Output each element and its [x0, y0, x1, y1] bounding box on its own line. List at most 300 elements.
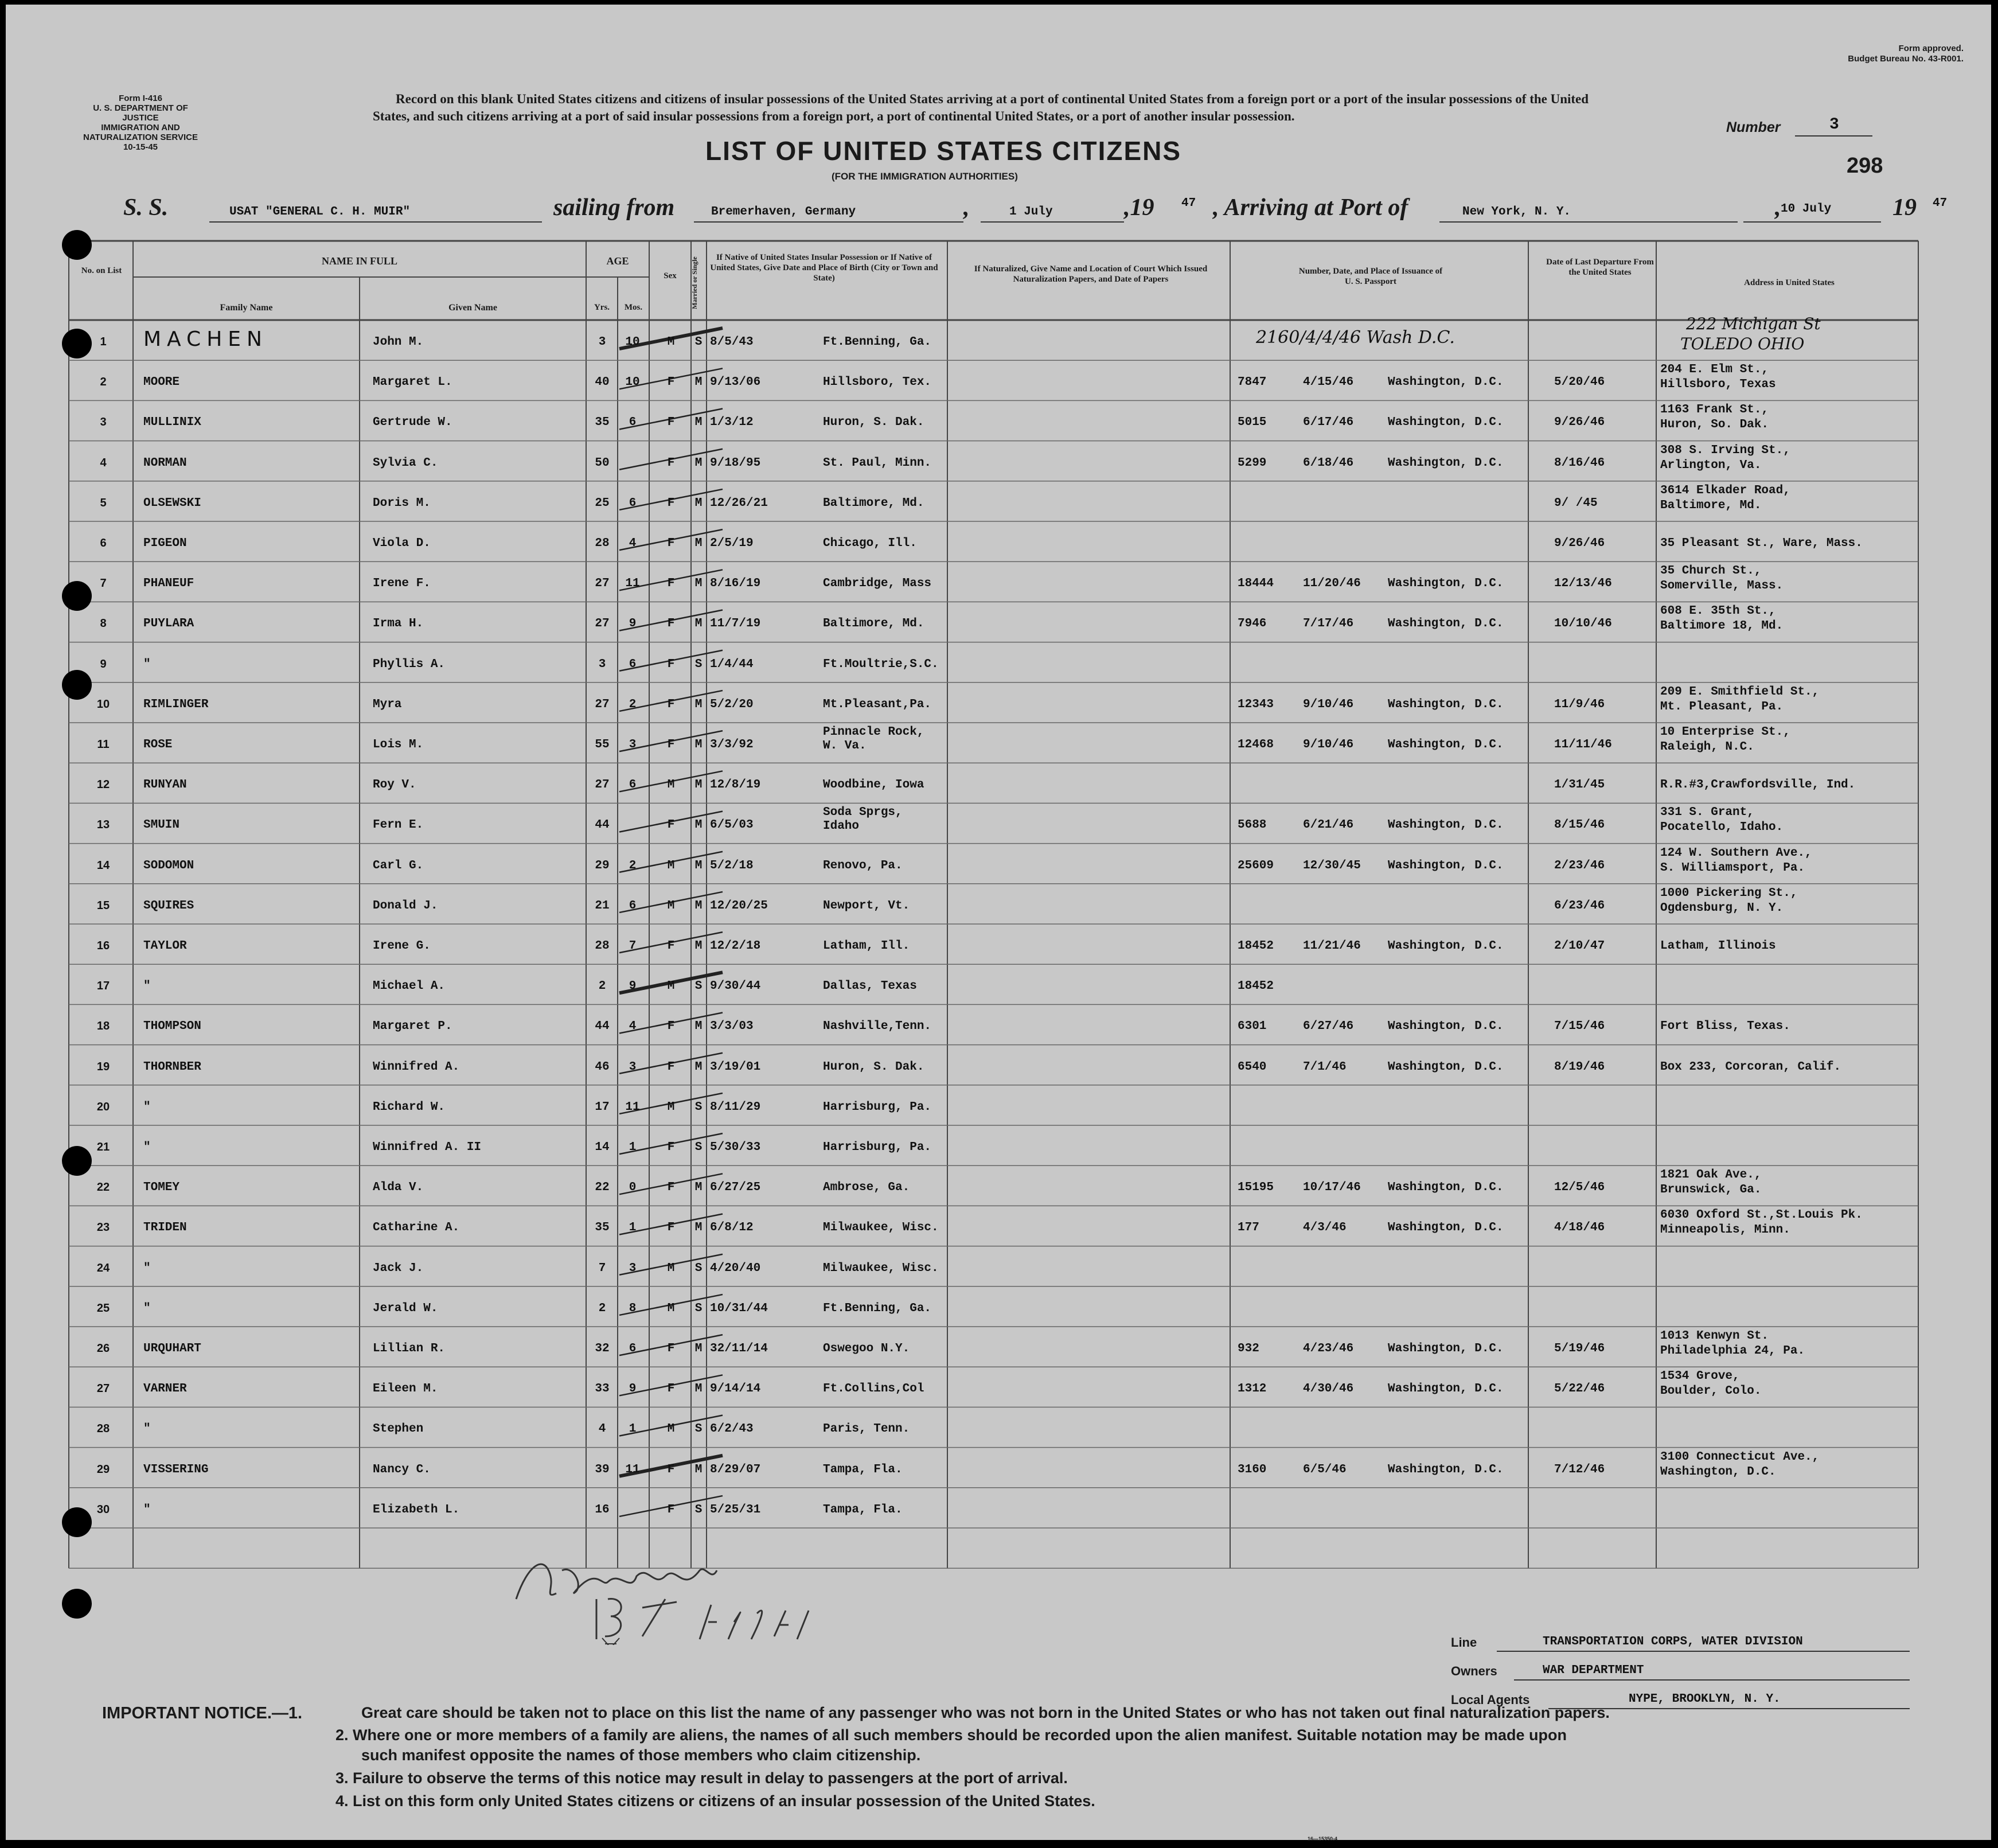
cell-sex: M	[667, 1301, 675, 1315]
cell-dep: 1/31/45	[1554, 778, 1605, 792]
cell-sex: F	[667, 1382, 675, 1396]
cell-yrs: 35	[595, 1221, 610, 1235]
col-no-on-list: No. on List	[81, 266, 122, 275]
cell-yrs: 39	[595, 1463, 610, 1476]
cell-sex: F	[667, 577, 675, 591]
cell-mos: 1	[629, 1422, 637, 1436]
cell-bdate: 5/25/31	[710, 1503, 761, 1516]
cell-bplace: Renovo, Pa.	[823, 859, 903, 872]
cell-ms: M	[694, 738, 703, 751]
cell-no: 5	[100, 496, 107, 509]
cell-bdate: 10/31/44	[710, 1301, 768, 1315]
line-value: TRANSPORTATION CORPS, WATER DIVISION	[1543, 1635, 1803, 1648]
cell-pp-date: 9/10/46	[1303, 738, 1354, 751]
number-value: 3	[1829, 116, 1839, 134]
cell-pp-no: 6540	[1238, 1060, 1267, 1074]
cell-ms: M	[694, 617, 703, 631]
cell-family: MACHEN	[143, 328, 268, 351]
cell-family: THOMPSON	[143, 1020, 201, 1034]
punch-hole	[62, 670, 92, 700]
cell-bplace: Ft.Benning, Ga.	[823, 336, 932, 349]
cell-mos: 3	[629, 1060, 637, 1074]
page-title: LIST OF UNITED STATES CITIZENS	[705, 136, 1182, 166]
cell-given: Gertrude W.	[373, 416, 452, 430]
from-year-prefix: ,19	[1124, 194, 1154, 221]
cell-no: 27	[96, 1382, 110, 1395]
cell-mos: 6	[629, 416, 637, 430]
cell-family: MOORE	[143, 376, 180, 389]
punch-hole	[62, 1146, 92, 1176]
cell-given: Margaret L.	[373, 376, 452, 389]
manifest-sheet	[6, 5, 1991, 1840]
cell-addr1: 204 E. Elm St.,	[1660, 363, 1769, 377]
cell-pp-place: Washington, D.C.	[1388, 577, 1504, 591]
cell-given: Irene G.	[373, 939, 431, 953]
cell-ms: M	[694, 778, 703, 792]
cell-family: THORNBER	[143, 1060, 201, 1074]
notice-2a: 2. Where one or more members of a family are aliens, the names of all such members should be recorded upon the alien manifest. Suitable notation may be made upon	[335, 1726, 1567, 1744]
cell-pp-no: 18452	[1238, 939, 1274, 953]
cell-bdate: 8/29/07	[710, 1463, 761, 1476]
punch-hole	[62, 1589, 92, 1619]
cell-no: 24	[96, 1261, 110, 1274]
cell-pp-place: Washington, D.C.	[1388, 1020, 1504, 1034]
cell-pp-place: Washington, D.C.	[1388, 456, 1504, 470]
cell-given: Doris M.	[373, 496, 431, 510]
notice-3: 3. Failure to observe the terms of this notice may result in delay to passengers at the port of arrival.	[335, 1769, 1068, 1787]
cell-mos: 4	[629, 1020, 637, 1034]
cell-pp-place: Washington, D.C.	[1388, 939, 1504, 953]
cell-given: John M.	[373, 336, 424, 349]
cell-bplace: Baltimore, Md.	[823, 617, 924, 631]
cell-pp-place: Washington, D.C.	[1388, 1060, 1504, 1074]
cell-ms: M	[694, 1020, 703, 1034]
arrival-comma: ,	[1775, 194, 1781, 221]
cell-addr1: Latham, Illinois	[1660, 939, 1776, 953]
cell-ms: M	[694, 859, 703, 872]
number-label: Number	[1726, 119, 1781, 135]
cell-sex: F	[667, 697, 675, 711]
cell-addr1: 331 S. Grant,	[1660, 806, 1754, 820]
cell-mos: 10	[625, 376, 640, 389]
cell-addr1: 608 E. 35th St.,	[1660, 605, 1776, 618]
cell-pp-no: 3160	[1238, 1463, 1267, 1476]
inspector-signature	[510, 1530, 820, 1645]
cell-mos: 1	[629, 1141, 637, 1154]
cell-pp-no: 15195	[1238, 1181, 1274, 1195]
cell-no: 14	[96, 859, 110, 872]
col-passport: Number, Date, and Place of Issuance of U. S. Passport	[1298, 267, 1443, 286]
cell-sex: F	[667, 1020, 675, 1034]
col-birth: If Native of United States Insular Possession or If Native of United States, Give Date and Place of Birth (City or Town and State)	[710, 253, 938, 283]
cell-addr1: 124 W. Southern Ave.,	[1660, 846, 1812, 860]
cell-yrs: 27	[595, 697, 610, 711]
cell-bplace: Paris, Tenn.	[823, 1422, 910, 1436]
cell-dep: 11/9/46	[1554, 697, 1605, 711]
cell-ms: S	[694, 1261, 703, 1275]
cell-ms: M	[694, 1221, 703, 1235]
cell-family: SODOMON	[143, 859, 194, 872]
cell-sex: F	[667, 617, 675, 631]
cell-addr1: 209 E. Smithfield St.,	[1660, 685, 1820, 699]
form-identifier: Form I-416 U. S. DEPARTMENT OF JUSTICE IMMIGRATION AND NATURALIZATION SERVICE 10-15-45	[83, 93, 198, 152]
cell-no: 8	[100, 617, 107, 630]
cell-no: 15	[96, 899, 110, 912]
cell-sex: F	[667, 818, 675, 832]
cell-ms: M	[694, 496, 703, 510]
cell-given: Roy V.	[373, 778, 416, 792]
cell-bplace: Chicago, Ill.	[823, 537, 917, 550]
cell-no: 11	[97, 738, 110, 751]
cell-bplace: Huron, S. Dak.	[823, 1060, 924, 1074]
cell-dep: 2/10/47	[1554, 939, 1605, 953]
owners-underline	[1514, 1679, 1910, 1681]
cell-ms: M	[694, 1060, 703, 1074]
cell-pp-date: 4/3/46	[1303, 1221, 1347, 1235]
cell-mos: 1	[629, 1221, 637, 1235]
cell-bdate: 6/5/03	[710, 818, 754, 832]
col-naturalized: If Naturalized, Give Name and Location of Court Which Issued Naturalization Papers, and Date of Papers	[974, 264, 1208, 284]
cell-bdate: 9/18/95	[710, 456, 761, 470]
cell-family: VISSERING	[143, 1463, 209, 1476]
cell-yrs: 50	[595, 456, 610, 470]
cell-yrs: 33	[595, 1382, 610, 1396]
cell-family: SQUIRES	[143, 899, 194, 913]
cell-given: Richard W.	[373, 1100, 446, 1114]
cell-bplace: Mt.Pleasant,Pa.	[823, 697, 932, 711]
cell-given: Margaret P.	[373, 1020, 452, 1034]
cell-addr1: R.R.#3,Crawfordsville, Ind.	[1660, 778, 1856, 792]
cell-dep: 7/12/46	[1554, 1463, 1605, 1476]
cell-bplace: Nashville,Tenn.	[823, 1020, 932, 1034]
cell-yrs: 21	[595, 899, 610, 913]
cell-yrs: 27	[595, 577, 610, 591]
cell-ms: M	[694, 376, 703, 389]
punch-hole	[62, 581, 92, 611]
cell-yrs: 28	[595, 537, 610, 550]
cell-addr1: 222 Michigan St	[1686, 314, 1821, 333]
cell-yrs: 40	[595, 376, 610, 389]
cell-family: TRIDEN	[143, 1221, 187, 1235]
cell-bdate: 2/5/19	[710, 537, 754, 550]
cell-addr2: Arlington, Va.	[1660, 458, 1762, 472]
cell-pp-no: 18452	[1238, 980, 1274, 993]
cell-yrs: 55	[595, 738, 610, 751]
cell-no: 4	[100, 456, 107, 469]
cell-mos: 9	[629, 1382, 637, 1396]
cell-addr2: Philadelphia 24, Pa.	[1660, 1344, 1805, 1358]
owners-label: Owners	[1451, 1664, 1497, 1678]
cell-family: ROSE	[143, 738, 173, 751]
ship-name: USAT "GENERAL C. H. MUIR"	[229, 205, 411, 219]
cell-mos: 2	[629, 697, 637, 711]
cell-given: Alda V.	[373, 1181, 424, 1195]
cell-yrs: 25	[595, 496, 610, 510]
col-last-departure: Date of Last Departure From the United States	[1546, 258, 1654, 277]
cell-bdate: 12/20/25	[710, 899, 768, 913]
cell-family: RUNYAN	[143, 778, 187, 792]
cell-given: Myra	[373, 697, 402, 711]
cell-no: 21	[96, 1141, 110, 1153]
cell-pp-place: Washington, D.C.	[1388, 617, 1504, 631]
cell-addr2: Boulder, Colo.	[1660, 1385, 1762, 1398]
cell-no: 16	[96, 939, 110, 952]
cell-sex: M	[667, 859, 675, 872]
arrival-port: New York, N. Y.	[1462, 205, 1571, 219]
cell-ms: S	[694, 1301, 703, 1315]
cell-addr2: Baltimore 18, Md.	[1660, 619, 1784, 633]
cell-given: Stephen	[373, 1422, 424, 1436]
cell-dep: 4/18/46	[1554, 1221, 1605, 1235]
arrival-year: 47	[1933, 197, 1948, 210]
cell-mos: 6	[629, 496, 637, 510]
cell-ms: M	[694, 1382, 703, 1396]
print-code: 16—15350-4	[1308, 1836, 1338, 1842]
cell-no: 25	[96, 1301, 110, 1315]
cell-bdate: 8/5/43	[710, 336, 754, 349]
cell-given: Fern E.	[373, 818, 424, 832]
cell-bplace: Hillsboro, Tex.	[823, 376, 932, 389]
cell-dep: 8/16/46	[1554, 456, 1605, 470]
cell-pp-date: 6/5/46	[1303, 1463, 1347, 1476]
col-family-name: Family Name	[220, 303, 273, 313]
cell-bdate: 6/2/43	[710, 1422, 754, 1436]
cell-given: Jerald W.	[373, 1301, 438, 1315]
cell-bplace: Harrisburg, Pa.	[823, 1141, 932, 1154]
cell-dep: 11/11/46	[1554, 738, 1612, 751]
cell-mos: 0	[629, 1181, 637, 1195]
cell-pp-no: 177	[1238, 1221, 1259, 1235]
cell-bplace: Ft.Benning, Ga.	[823, 1301, 932, 1315]
cell-sex: F	[667, 1141, 675, 1154]
cell-sex: M	[667, 980, 675, 993]
cell-bplace: Huron, S. Dak.	[823, 416, 924, 430]
cell-mos: 7	[629, 939, 637, 953]
col-given-name: Given Name	[448, 303, 497, 313]
cell-bplace: Pinnacle Rock, W. Va.	[823, 726, 924, 753]
cell-given: Irma H.	[373, 617, 424, 631]
cell-addr2: Baltimore, Md.	[1660, 498, 1762, 512]
cell-bdate: 12/2/18	[710, 939, 761, 953]
cell-addr1: 6030 Oxford St.,St.Louis Pk.	[1660, 1208, 1863, 1222]
cell-addr2: Somerville, Mass.	[1660, 579, 1784, 593]
cell-yrs: 32	[595, 1342, 610, 1355]
cell-addr2: Ogdensburg, N. Y.	[1660, 901, 1784, 915]
cell-no: 17	[96, 980, 110, 993]
cell-dep: 9/26/46	[1554, 416, 1605, 430]
cell-bdate: 8/11/29	[710, 1100, 761, 1114]
cell-bdate: 6/27/25	[710, 1181, 761, 1195]
cell-no: 1	[100, 336, 107, 348]
cell-yrs: 3	[598, 657, 606, 671]
cell-pp-date: 4/23/46	[1303, 1342, 1354, 1355]
cell-bdate: 8/16/19	[710, 577, 761, 591]
cell-pp-date: 4/15/46	[1303, 376, 1354, 389]
cell-given: Jack J.	[373, 1261, 424, 1275]
cell-bdate: 9/13/06	[710, 376, 761, 389]
cell-dep: 5/22/46	[1554, 1382, 1605, 1396]
cell-pp-no: 18444	[1238, 577, 1274, 591]
cell-ms: M	[694, 577, 703, 591]
cell-addr2: Hillsboro, Texas	[1660, 378, 1776, 392]
cell-mos: 9	[629, 617, 637, 631]
cell-bdate: 4/20/40	[710, 1261, 761, 1275]
cell-dep: 10/10/46	[1554, 617, 1612, 631]
cell-sex: M	[667, 1261, 675, 1275]
cell-pp-date: 4/30/46	[1303, 1382, 1354, 1396]
cell-family: PUYLARA	[143, 617, 194, 631]
cell-given: Nancy C.	[373, 1463, 431, 1476]
cell-yrs: 14	[595, 1141, 610, 1154]
punch-hole	[62, 1507, 92, 1537]
cell-pp-no: 7946	[1238, 617, 1267, 631]
cell-ms: S	[694, 980, 703, 993]
cell-yrs: 3	[598, 336, 606, 349]
cell-family: "	[143, 1301, 151, 1315]
cell-yrs: 22	[595, 1181, 610, 1195]
cell-family: PIGEON	[143, 537, 187, 550]
cell-bdate: 5/30/33	[710, 1141, 761, 1154]
cell-yrs: 29	[595, 859, 610, 872]
cell-ms: S	[694, 1422, 703, 1436]
cell-addr1: 1534 Grove,	[1660, 1370, 1740, 1383]
ss-label: S. S.	[123, 194, 169, 221]
cell-ms: S	[694, 1100, 703, 1114]
cell-family: "	[143, 980, 151, 993]
cell-pp-no: 5688	[1238, 818, 1267, 832]
cell-no: 29	[96, 1463, 110, 1476]
cell-bplace: Tampa, Fla.	[823, 1503, 903, 1516]
cell-bplace: Soda Sprgs, Idaho	[823, 806, 903, 833]
cell-family: PHANEUF	[143, 577, 194, 591]
cell-sex: F	[667, 1463, 675, 1476]
cell-addr2: Brunswick, Ga.	[1660, 1183, 1762, 1197]
agents-value: NYPE, BROOKLYN, N. Y.	[1629, 1693, 1781, 1706]
cell-bdate: 6/8/12	[710, 1221, 754, 1235]
cell-no: 18	[96, 1020, 110, 1033]
from-year: 47	[1181, 197, 1196, 210]
cell-mos: 11	[625, 1100, 640, 1114]
cell-no: 3	[100, 416, 107, 429]
cell-pp-no: 6301	[1238, 1020, 1267, 1034]
cell-mos: 10	[625, 336, 640, 349]
cell-no: 10	[96, 697, 110, 711]
cell-ms: M	[694, 537, 703, 550]
cell-family: URQUHART	[143, 1342, 201, 1355]
cell-ms: M	[694, 899, 703, 913]
owners-value: WAR DEPARTMENT	[1543, 1664, 1644, 1677]
cell-dep: 9/26/46	[1554, 537, 1605, 550]
cell-pp-place: Washington, D.C.	[1388, 416, 1504, 430]
cell-pp-place: Washington, D.C.	[1388, 818, 1504, 832]
cell-bplace: Oswegoo N.Y.	[823, 1342, 910, 1355]
cell-sex: F	[667, 537, 675, 550]
cell-pp-date: 7/1/46	[1303, 1060, 1347, 1074]
cell-family: VARNER	[143, 1382, 187, 1396]
agents-label: Local Agents	[1451, 1693, 1530, 1707]
cell-addr1: 1000 Pickering St.,	[1660, 886, 1798, 900]
cell-bdate: 12/8/19	[710, 778, 761, 792]
cell-sex: F	[667, 939, 675, 953]
cell-sex: F	[667, 1342, 675, 1355]
notice-1: Great care should be taken not to place on this list the name of any passenger who was not born in the United States or who has not taken out final naturalization papers.	[361, 1704, 1610, 1721]
cell-dep: 9/ /45	[1554, 496, 1598, 510]
cell-sex: F	[667, 416, 675, 430]
cell-given: Winnifred A. II	[373, 1141, 482, 1154]
cell-dep: 2/23/46	[1554, 859, 1605, 872]
cell-no: 13	[96, 818, 110, 832]
cell-pp-date: 11/20/46	[1303, 577, 1361, 591]
cell-addr1: 35 Pleasant St., Ware, Mass.	[1660, 537, 1863, 550]
from-port: Bremerhaven, Germany	[711, 205, 856, 219]
cell-pp-no: 12468	[1238, 738, 1274, 751]
cell-dep: 5/20/46	[1554, 376, 1605, 389]
cell-addr2: Huron, So. Dak.	[1660, 418, 1769, 432]
cell-bdate: 9/14/14	[710, 1382, 761, 1396]
cell-no: 20	[96, 1100, 110, 1113]
cell-sex: F	[667, 738, 675, 751]
cell-no: 6	[100, 537, 107, 549]
cell-sex: M	[667, 1422, 675, 1436]
cell-bplace: Ft.Moultrie,S.C.	[823, 657, 939, 671]
cell-mos: 6	[629, 657, 637, 671]
cell-sex: M	[667, 778, 675, 792]
cell-pp-place: Washington, D.C.	[1388, 1181, 1504, 1195]
cell-yrs: 35	[595, 416, 610, 430]
cell-family: MULLINIX	[143, 416, 201, 430]
notice-2b: such manifest opposite the names of those members who claim citizenship.	[361, 1746, 921, 1764]
cell-sex: F	[667, 1060, 675, 1074]
col-address: Address in United States	[1744, 278, 1835, 287]
cell-pp-place: Washington, D.C.	[1388, 1382, 1504, 1396]
cell-yrs: 44	[595, 1020, 610, 1034]
cell-bdate: 3/3/92	[710, 738, 754, 751]
cell-bplace: Dallas, Texas	[823, 980, 917, 993]
cell-pp-date: 6/17/46	[1303, 416, 1354, 430]
cell-mos: 8	[629, 1301, 637, 1315]
cell-sex: F	[667, 1221, 675, 1235]
cell-mos: 3	[629, 1261, 637, 1275]
cell-bdate: 32/11/14	[710, 1342, 768, 1355]
cell-addr1: Box 233, Corcoran, Calif.	[1660, 1060, 1841, 1074]
cell-yrs: 17	[595, 1100, 610, 1114]
cell-no: 28	[96, 1422, 110, 1436]
line-underline	[1497, 1651, 1910, 1652]
cell-pp-date: 10/17/46	[1303, 1181, 1361, 1195]
cell-no: 2	[100, 376, 107, 389]
intro-paragraph: Record on this blank United States citizens and citizens of insular possessions of the United States arriving at a port of continental United States from a foreign port or a port of the insular possessions of the United States, and such citizens arriving at a port of said insular possessions from a foreign port, a port of continental United States, or a port of another insular possession.	[373, 92, 1589, 123]
cell-ms: M	[694, 1181, 703, 1195]
cell-family: "	[143, 1422, 151, 1436]
cell-mos: 3	[629, 738, 637, 751]
cell-ms: M	[694, 697, 703, 711]
cell-bplace: Newport, Vt.	[823, 899, 910, 913]
cell-family: SMUIN	[143, 818, 180, 832]
cell-family: RIMLINGER	[143, 697, 209, 711]
cell-no: 23	[96, 1221, 110, 1234]
cell-pp-no: 25609	[1238, 859, 1274, 872]
cell-pp-date: 12/30/45	[1303, 859, 1361, 872]
cell-bplace: Cambridge, Mass	[823, 577, 932, 591]
cell-yrs: 27	[595, 778, 610, 792]
cell-addr2: TOLEDO OHIO	[1680, 334, 1805, 353]
cell-ms: M	[694, 1342, 703, 1355]
punch-hole	[62, 230, 92, 260]
notice-4: 4. List on this form only United States citizens or citizens of an insular possession of the United States.	[335, 1792, 1095, 1810]
cell-bdate: 3/19/01	[710, 1060, 761, 1074]
notice-head: IMPORTANT NOTICE.—1.	[102, 1704, 303, 1722]
cell-sex: M	[667, 1100, 675, 1114]
